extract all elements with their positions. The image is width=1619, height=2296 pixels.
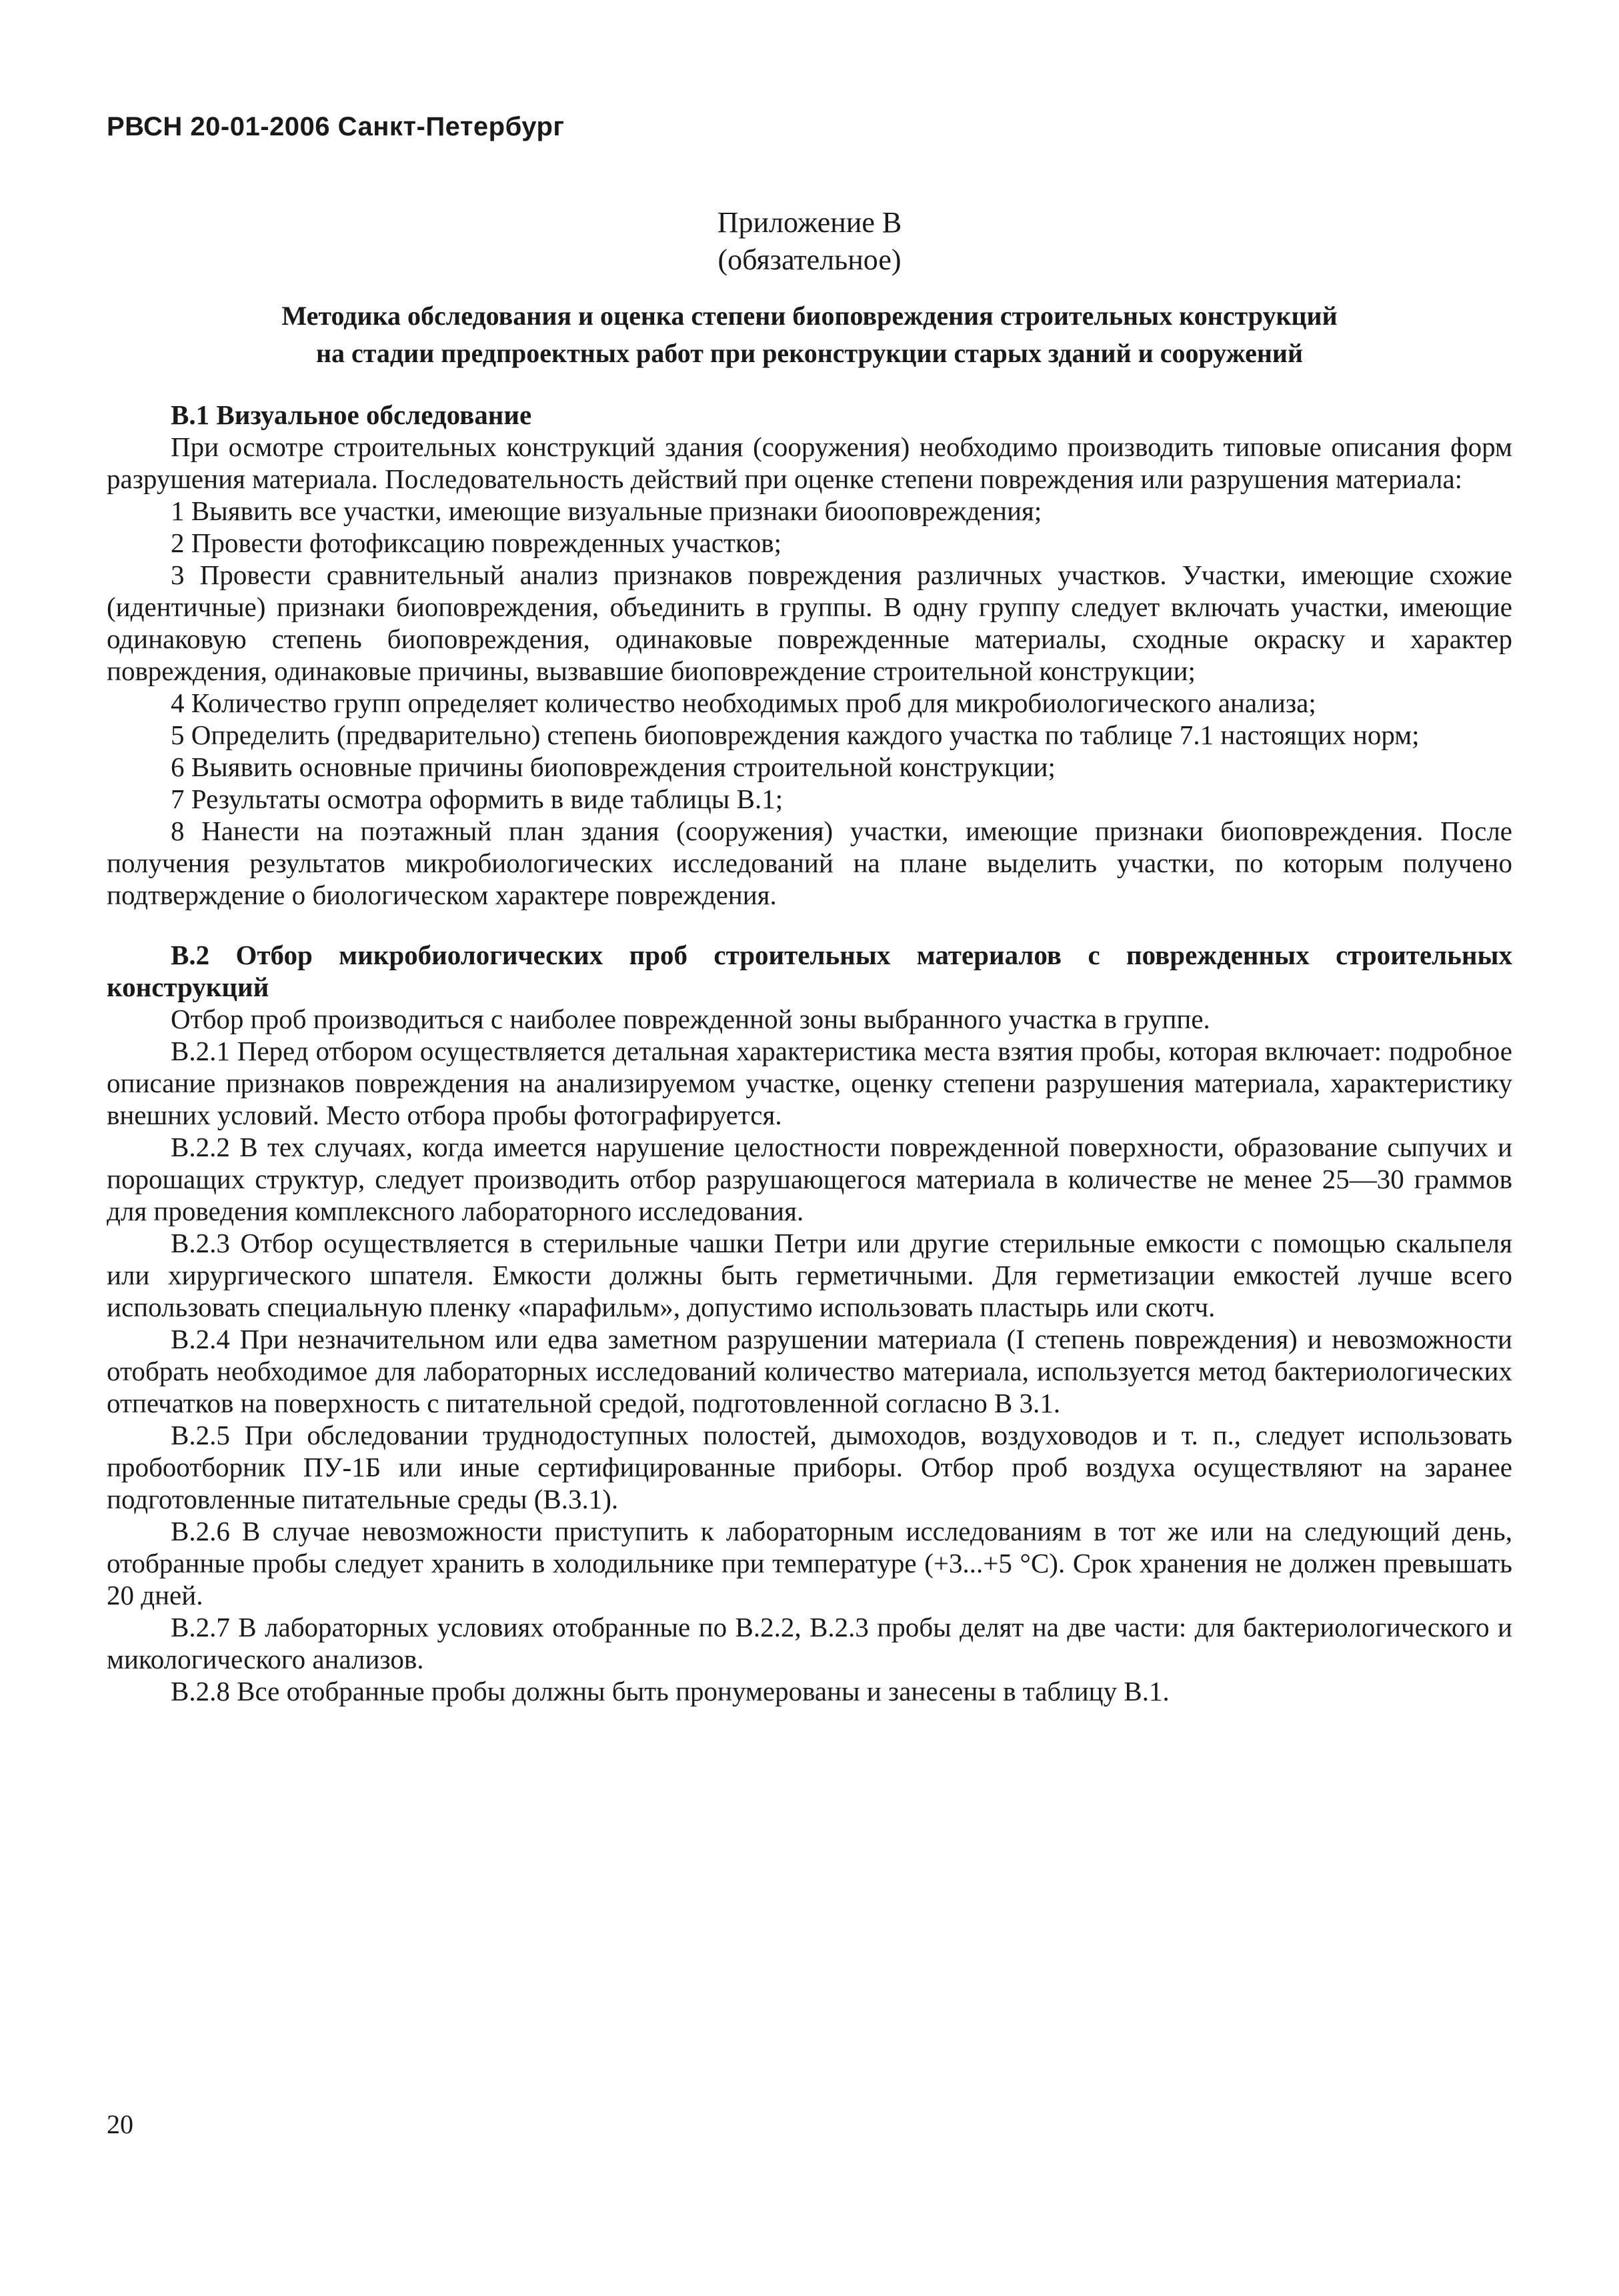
- paragraph: Отбор проб производиться с наиболее поврежденной зоны выбранного участка в группе.: [171, 1004, 1210, 1034]
- paragraph: 2 Провести фотофиксацию поврежденных участков;: [171, 527, 782, 558]
- paragraph: 7 Результаты осмотра оформить в виде таблицы В.1;: [171, 784, 783, 814]
- page-number: 20: [107, 2109, 133, 2139]
- section-heading-b1: В.1 Визуальное обследование: [171, 399, 532, 430]
- paragraph: 3 Провести сравнительный анализ признаков повреждения различных участков. Участки, имеющие схожие (идентичные) признаки биоповреждения, объединить в группы. В одну группу следует включать участки, имеющие одинаковую степень биоповреждения, одинаковые поврежденные материалы, сходные окраску и характер повреждения, одинаковые причины, вызвавшие биоповреждение строительной конструкции;: [107, 559, 1512, 686]
- paragraph: В.2.6 В случае невозможности приступить к лабораторным исследованиям в тот же или на следующий день, отобранные пробы следует хранить в холодильнике при температуре (+3...+5 °С). Срок хранения не должен превышать 20 дней.: [107, 1516, 1512, 1610]
- section-heading-b2: В.2 Отбор микробиологических проб строительных материалов с поврежденных строительных конструкций: [107, 940, 1512, 1002]
- paragraph: В.2.3 Отбор осуществляется в стерильные чашки Петри или другие стерильные емкости с помощью скальпеля или хирургического шпателя. Емкости должны быть герметичными. Для герметизации емкостей лучше всего использовать специальную пленку «парафильм», допустимо использовать пластырь или скотч.: [107, 1228, 1512, 1322]
- paragraph: В.2.7 В лабораторных условиях отобранные по В.2.2, В.2.3 пробы делят на две части: для бактериологического и микологического анализов.: [107, 1612, 1512, 1674]
- paragraph: 1 Выявить все участки, имеющие визуальные признаки биооповреждения;: [171, 495, 1042, 526]
- document-header: РВСН 20-01-2006 Санкт-Петербург: [107, 112, 565, 141]
- paragraph: В.2.1 Перед отбором осуществляется детальная характеристика места взятия пробы, которая включает: подробное описание признаков повреждения на анализируемом участке, оценку степени разрушения материала, характеристику внешних условий. Место отбора пробы фотографируется.: [107, 1036, 1512, 1130]
- paragraph: 4 Количество групп определяет количество необходимых проб для микробиологического анализа;: [171, 688, 1316, 718]
- appendix-title: Приложение В: [717, 206, 902, 239]
- paragraph: 5 Определить (предварительно) степень биоповреждения каждого участка по таблице 7.1 настоящих норм;: [171, 720, 1420, 750]
- paragraph: 8 Нанести на поэтажный план здания (сооружения) участки, имеющие признаки биоповреждения. После получения результатов микробиологических исследований на плане выделить участки, по которым получено подтверждение о биологическом характере повреждения.: [107, 816, 1512, 910]
- paragraph: 6 Выявить основные причины биоповреждения строительной конструкции;: [171, 752, 1056, 782]
- paragraph: В.2.4 При незначительном или едва заметном разрушении материала (I степень повреждения) и невозможности отобрать необходимое для лабораторных исследований количество материала, используется метод бактериологических отпечатков на поверхность с питательной средой, подготовленной согласно В 3.1.: [107, 1324, 1512, 1418]
- paragraph: В.2.2 В тех случаях, когда имеется нарушение целостности поврежденной поверхности, образование сыпучих и порошащих структур, следует производить отбор разрушающегося материала в количестве не менее 25—30 граммов для проведения комплексного лабораторного исследования.: [107, 1132, 1512, 1226]
- document-body: [107, 399, 1512, 1707]
- main-title: [107, 297, 1512, 372]
- paragraph: В.2.8 Все отобранные пробы должны быть пронумерованы и занесены в таблицу В.1.: [171, 1676, 1170, 1706]
- main-title-line-1: Методика обследования и оценка степени биоповреждения строительных конструкций: [281, 301, 1338, 331]
- paragraph: В.2.5 При обследовании труднодоступных полостей, дымоходов, воздуховодов и т. п., следует использовать пробоотборник ПУ-1Б или иные сертифицированные приборы. Отбор проб воздуха осуществляют на заранее подготовленные питательные среды (В.3.1).: [107, 1420, 1512, 1514]
- appendix-title-block: [0, 204, 1619, 279]
- appendix-subtitle: (обязательное): [717, 243, 902, 276]
- paragraph: При осмотре строительных конструкций здания (сооружения) необходимо производить типовые описания форм разрушения материала. Последовательность действий при оценке степени повреждения или разрушения материала:: [107, 431, 1512, 494]
- main-title-line-2: на стадии предпроектных работ при реконструкции старых зданий и сооружений: [315, 338, 1304, 368]
